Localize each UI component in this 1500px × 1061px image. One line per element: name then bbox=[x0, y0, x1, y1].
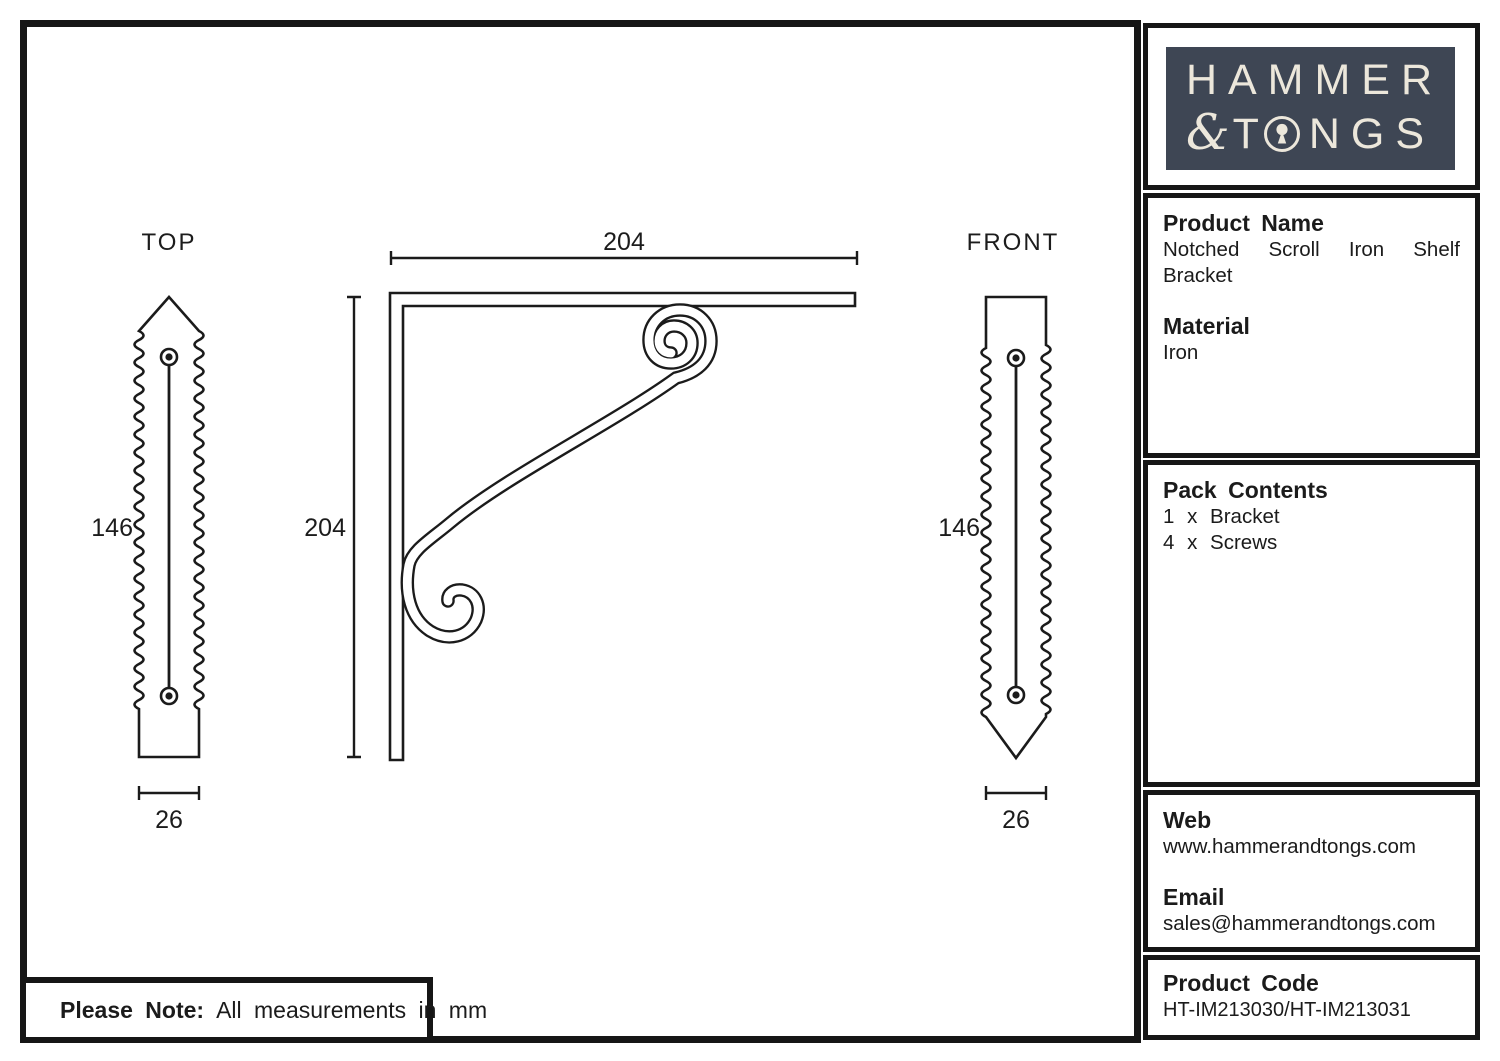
pack-contents-item: 4 x Screws bbox=[1163, 531, 1278, 554]
drawing-frame bbox=[20, 20, 1141, 1043]
front-view-width-dim: 26 bbox=[1002, 806, 1030, 834]
bracket-height-dim: 204 bbox=[304, 514, 346, 542]
material-value: Iron bbox=[1163, 341, 1199, 364]
logo-word-tongs: & T NGS bbox=[1185, 103, 1436, 161]
note-label: Please Note: bbox=[60, 996, 205, 1023]
product-code-value: HT-IM213030/HT-IM213031 bbox=[1163, 999, 1411, 1021]
bracket-width-dim: 204 bbox=[603, 228, 645, 256]
product-code-panel bbox=[1143, 955, 1480, 1040]
measurement-note bbox=[20, 977, 488, 1043]
product-name-heading: Product Name bbox=[1163, 210, 1324, 236]
front-view-length-dim: 146 bbox=[938, 514, 980, 542]
pack-contents-panel bbox=[1143, 460, 1480, 787]
product-name-value: Notched Scroll Iron Shelf Bracket bbox=[1163, 238, 1460, 287]
logo-word-hammer: HAMMER bbox=[1185, 56, 1444, 104]
keyhole-icon bbox=[1264, 116, 1300, 152]
hammer-and-tongs-logo bbox=[1166, 47, 1455, 170]
email-value: sales@hammerandtongs.com bbox=[1163, 912, 1436, 935]
web-value: www.hammerandtongs.com bbox=[1163, 835, 1416, 858]
pack-contents-item: 1 x Bracket bbox=[1163, 505, 1280, 528]
web-heading: Web bbox=[1163, 807, 1212, 833]
pack-contents-heading: Pack Contents bbox=[1163, 477, 1328, 503]
top-view-width-dim: 26 bbox=[155, 806, 183, 834]
email-heading: Email bbox=[1163, 884, 1225, 910]
note-text: All measurements in mm bbox=[216, 996, 488, 1023]
product-info-panel bbox=[1143, 193, 1480, 458]
ampersand: & bbox=[1185, 103, 1230, 161]
front-view-label: FRONT bbox=[966, 229, 1060, 256]
top-view-length-dim: 146 bbox=[91, 514, 133, 542]
top-view-label: TOP bbox=[141, 229, 197, 256]
logo-panel bbox=[1143, 23, 1480, 190]
contact-panel bbox=[1143, 790, 1480, 952]
material-heading: Material bbox=[1163, 313, 1250, 339]
product-code-heading: Product Code bbox=[1163, 970, 1319, 996]
